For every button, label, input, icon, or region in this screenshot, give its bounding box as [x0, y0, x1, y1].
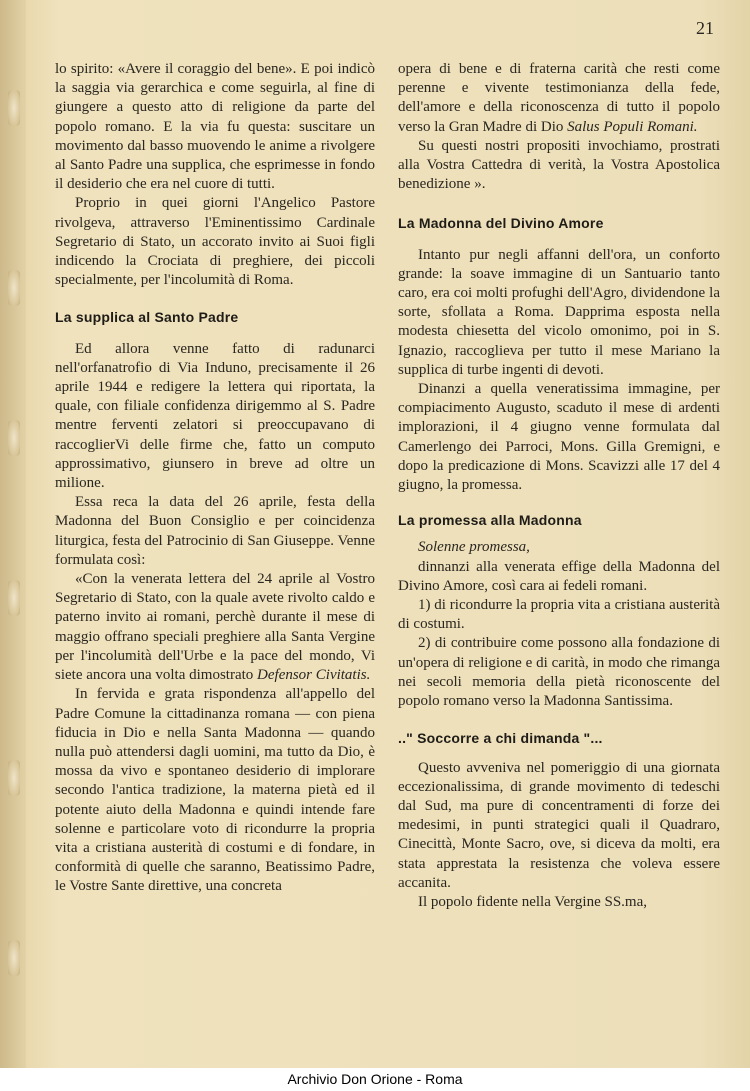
paragraph: Essa reca la data del 26 aprile, festa della Madonna del Buon Consiglio e per coincidenza liturgica, festa del Patrocinio di San Giuseppe. Venne formulata così: — [55, 494, 375, 568]
binding-hole — [8, 940, 20, 976]
paragraph: Il popolo fidente nella Vergine SS.ma, — [418, 893, 647, 910]
section-heading: La Madonna del Divino Amore — [398, 215, 604, 232]
footer-text: Archivio Don Orione - Roma — [287, 1071, 463, 1087]
promise-title-text: Solenne promessa, — [418, 539, 530, 556]
quote-emphasis: Defensor Civitatis. — [257, 667, 371, 684]
right-column — [398, 60, 720, 912]
binding-hole — [8, 90, 20, 126]
section-heading: La supplica al Santo Padre — [55, 309, 239, 326]
paragraph-text: opera di bene e di fraterna carità che resti come perenne e vivente testimonianza della fede, dell'amore e della riconoscenza di tutto il popolo verso la Gran Madre di Dio — [398, 61, 720, 135]
section-heading: .." Soccorre a chi dimanda "... — [398, 730, 603, 747]
paragraph: Intanto pur negli affanni dell'ora, un conforto grande: la soave immagine di un Santuario tanto caro, era coi molti profughi dell'Agro, dividendone la sorte, sfollata a Roma. Dapprima esposta nella modesta chiesetta del vicolo omonimo, poi in S. Ignazio, raccoglieva per tutto il mese Mariano la supplica di turbe ingenti di devoti. — [398, 246, 720, 378]
binding-hole — [8, 420, 20, 456]
paragraph: Proprio in quei giorni l'Angelico Pastore rivolgeva, attraverso l'Eminentissimo Cardinale Segretario di Stato, un accorato invito ai Suoi figli indicendo la Crociata di preghiere, dei piccoli specialmente, per l'incolumità di Roma. — [55, 195, 375, 289]
left-column — [55, 60, 375, 897]
quote-text: «Con la venerata lettera del 24 aprile al Vostro Segretario di Stato, con la quale avete rivolto caldo e paterno invito ai romani, perchè durante il mese di maggio offrano speciali preghiere alla Santa Vergine per l'incolumità dell'Urbe e la pace del mondo, Vi siete ancora una volta dimostrato — [55, 571, 375, 684]
quoted-letter-paragraph — [55, 570, 375, 685]
binding-edge — [0, 0, 26, 1068]
section-heading: La promessa alla Madonna — [398, 512, 582, 529]
promise-item: 1) di ricondurre la propria vita a cristiana austerità di costumi. — [398, 597, 720, 633]
promise-title — [398, 538, 720, 557]
promise-item: 2) di contribuire come possono alla fondazione di un'opera di religione e di carità, in modo che rimanga nei secoli memoria della pietà riconoscente del popolo romano verso la Madonna Santissima. — [398, 635, 720, 710]
binding-hole — [8, 760, 20, 796]
archive-footer — [0, 1068, 750, 1091]
paragraph: Dinanzi a quella veneratissima immagine, per compiacimento Augusto, scaduto il mese di ardenti implorazioni, il 4 giugno venne formulata dal Camerlengo dei Parroci, Mons. Gilla Gremigni, e dopo la predicazione di Mons. Scavizzi alle 17 del 4 giugno, la promessa. — [398, 381, 720, 494]
binding-hole — [8, 580, 20, 616]
page-number: 21 — [696, 18, 714, 38]
paragraph: dinnanzi alla venerata effige della Madonna del Divino Amore, così cara ai fedeli romani. — [398, 558, 720, 594]
binding-hole — [8, 270, 20, 306]
paragraph-emphasis: Salus Populi Romani. — [567, 118, 698, 135]
paragraph: lo spirito: «Avere il coraggio del bene». E poi indicò la saggia via gerarchica e come seguirla, al fine di giungere a questo atto di religione da parte del popolo romano. E la via fu questa: suscitare un movimento dal basso muovendo le anime a rivolgere al Santo Padre una supplica, che esprimesse in fondo il desiderio che era nel cuore di tutti. — [55, 61, 375, 193]
paragraph: Questo avveniva nel pomeriggio di una giornata eccezionalissima, di grande movimento di tedeschi dal Sud, ma pure di concentramenti di forze dei medesimi, in punti strategici quali il Quadraro, Cinecittà, Monte Sacro, ove, si diceva da molti, era stata apprestata la resistenza che voleva essere accanita. — [398, 759, 720, 891]
paragraph — [398, 60, 720, 137]
paragraph: Ed allora venne fatto di radunarci nell'orfanatrofio di Via Induno, precisamente il 26 aprile 1944 e redigere la lettera qui riportata, la quale, con filiale confidenza dirigemmo al S. Padre mentre ferventi zelatori si preoccupavano di raccoglierVi delle firme che, fatto un computo approssimativo, giunsero in breve ad oltre un milione. — [55, 340, 375, 492]
paragraph: In fervida e grata rispondenza all'appello del Padre Comune la cittadinanza romana — con piena fiducia in Dio e nella Santa Madonna — quando nulla può attendersi dagli uomini, ma tutto da Dio, è mossa da vivo e spontaneo desiderio di implorare secondo l'antica tradizione, la materna pietà ed il potente aiuto della Madonna e quindi intende fare solenne e particolare voto di ricondurre la propria vita a cristiana austerità di costumi e di fondare, in conformità di quelle che saranno, Beatissimo Padre, le Vostre Sante direttive, una concreta — [55, 686, 375, 895]
paragraph: Su questi nostri propositi invochiamo, prostrati alla Vostra Cattedra di verità, la Vostra Apostolica benedizione ». — [398, 137, 720, 193]
